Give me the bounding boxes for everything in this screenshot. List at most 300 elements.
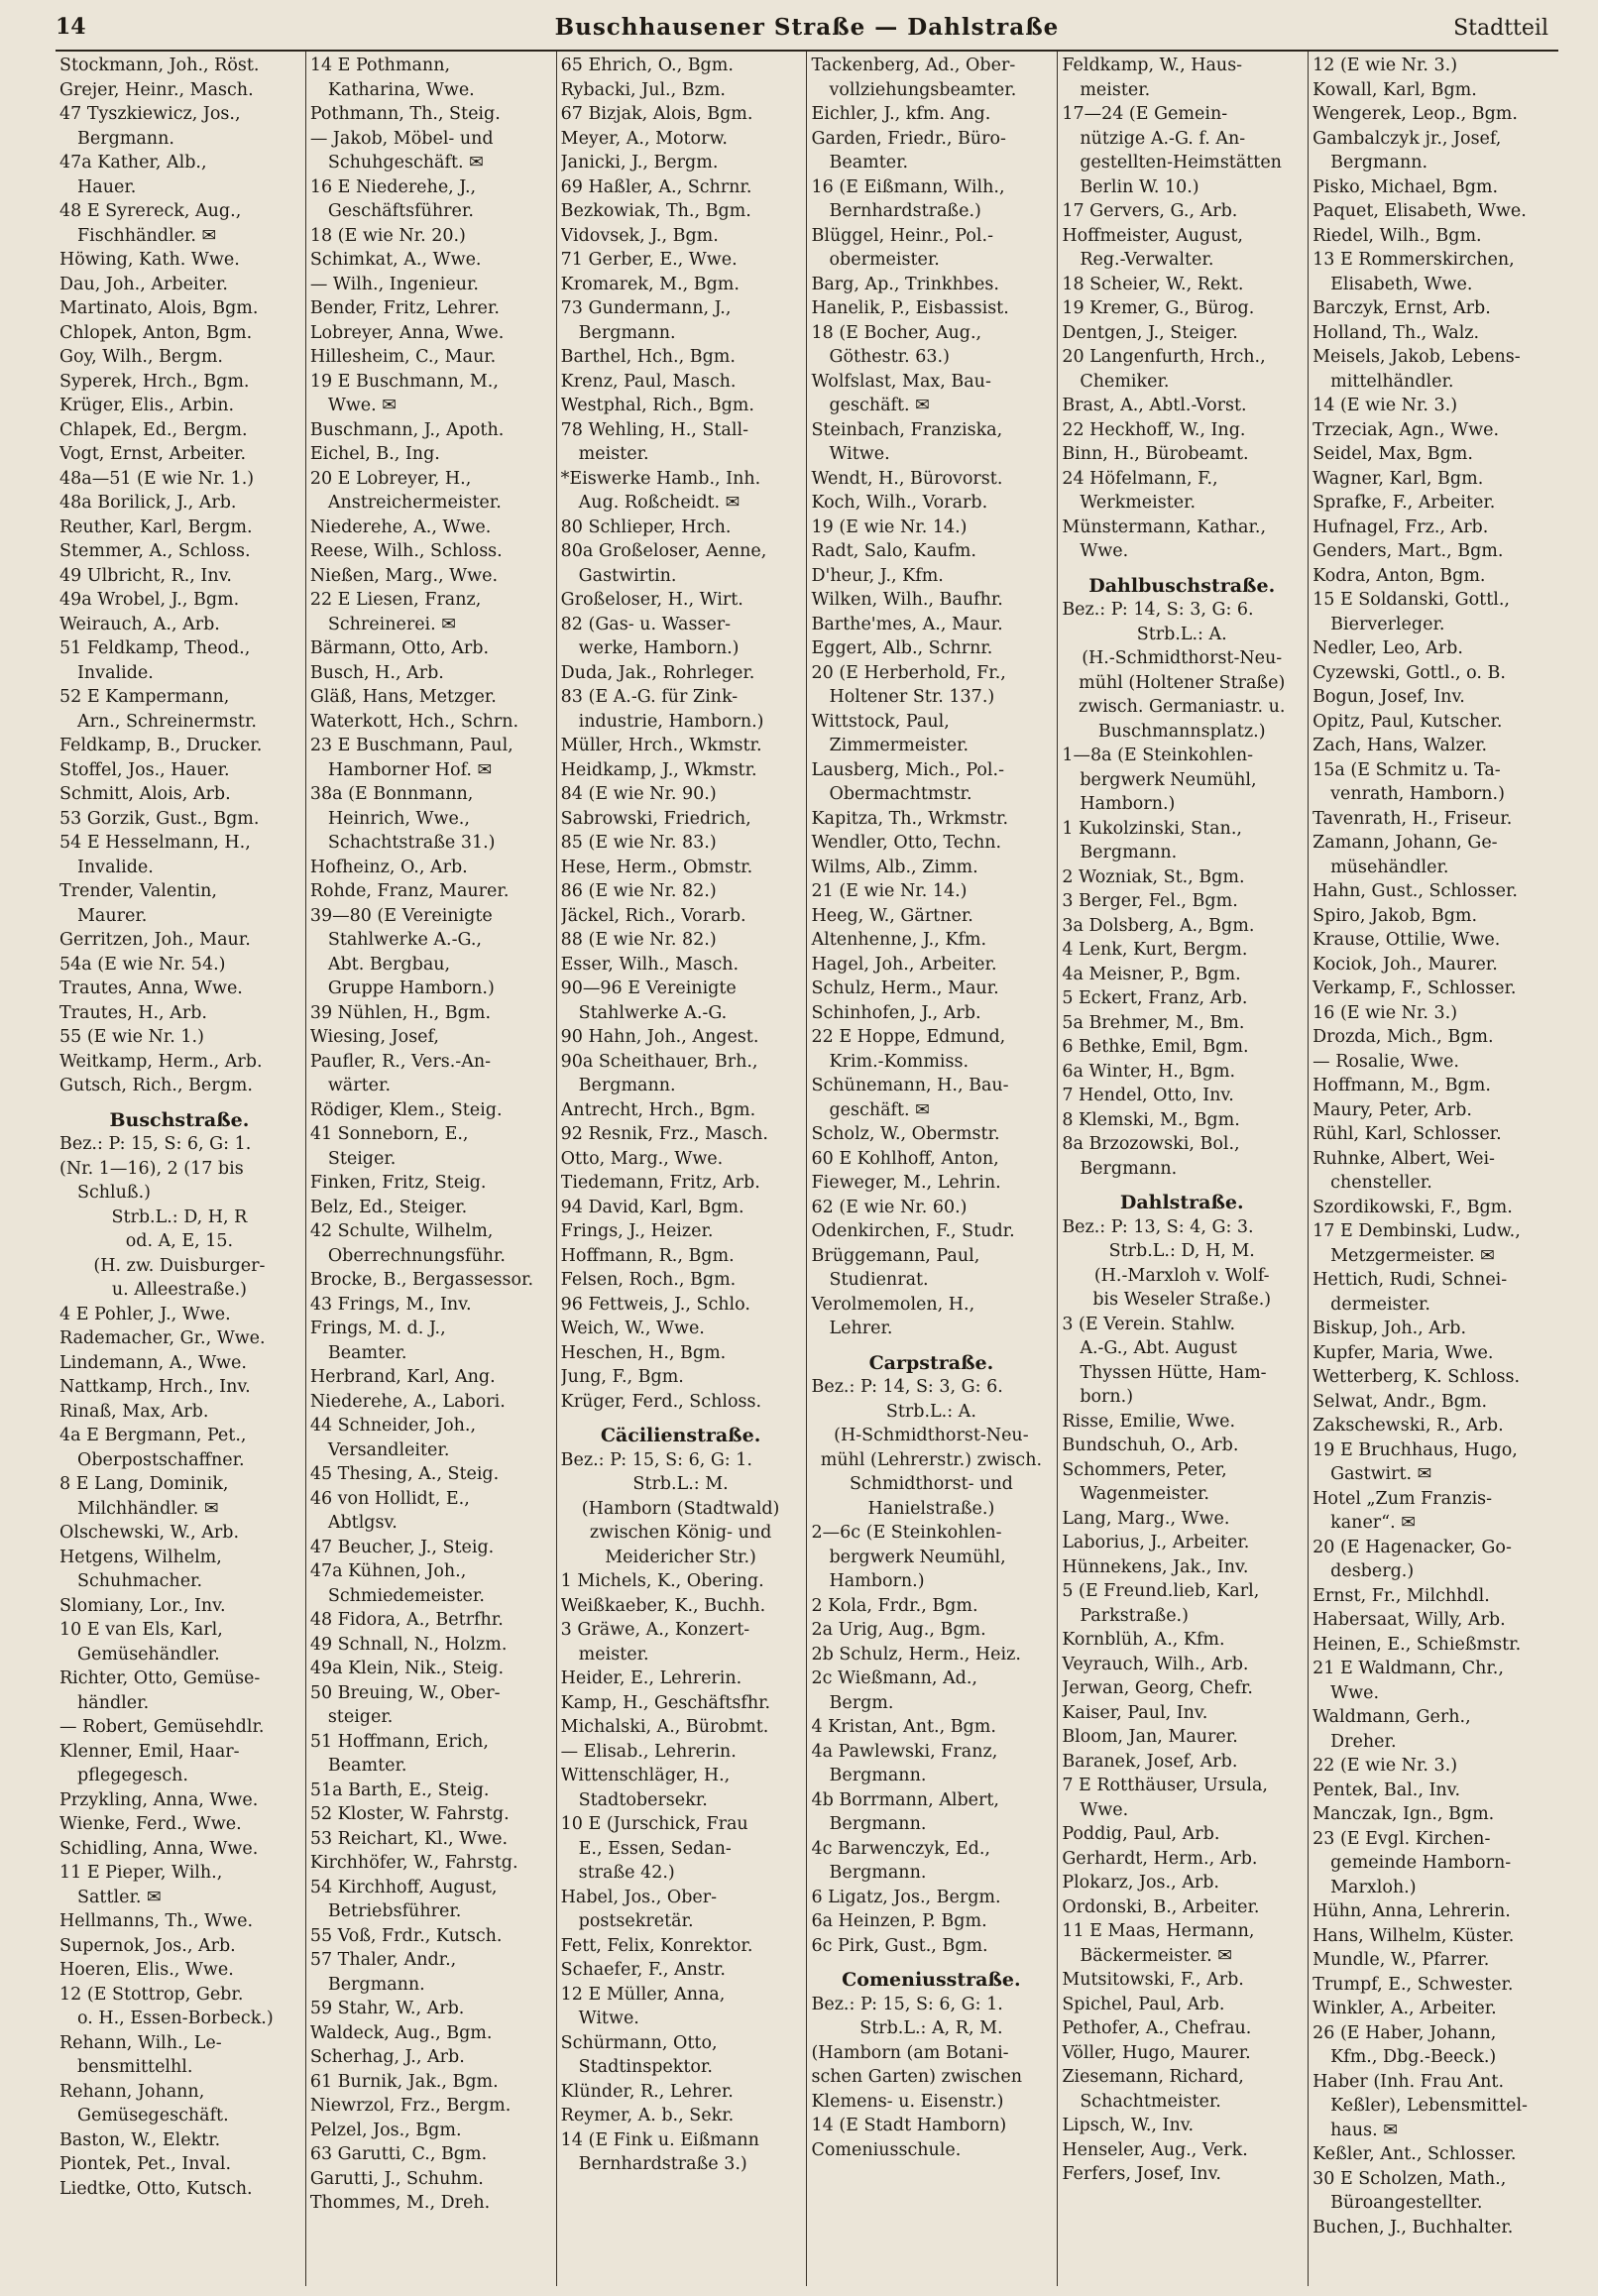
- directory-entry: 62 (E wie Nr. 60.): [811, 1197, 968, 1217]
- directory-entry: 39—80 (E Vereinigte: [309, 905, 493, 926]
- directory-entry: 54 Kirchhoff, August,: [309, 1877, 498, 1897]
- directory-entry: Trautes, Anna, Wwe.: [59, 978, 243, 998]
- directory-entry: Zimmermeister.: [829, 736, 970, 755]
- directory-entry: Stemmer, A., Schloss.: [59, 541, 251, 561]
- directory-entry: Plokarz, Jos., Arb.: [1062, 1873, 1219, 1893]
- directory-entry: 4a Meisner, P., Bgm.: [1062, 964, 1241, 984]
- directory-entry: Przykling, Anna, Wwe.: [59, 1789, 259, 1810]
- directory-entry: Bezkowiak, Th., Bgm.: [560, 201, 751, 221]
- directory-entry: Nedler, Leo, Arb.: [1313, 638, 1463, 658]
- directory-entry: 94 David, Karl, Bgm.: [560, 1197, 744, 1217]
- directory-entry: Hillesheim, C., Maur.: [309, 347, 497, 367]
- directory-entry: Hotel „Zum Franzis-: [1313, 1488, 1493, 1509]
- directory-entry: 6a Heinzen, P. Bgm.: [811, 1911, 987, 1931]
- directory-entry: 24 Höfelmann, F.,: [1062, 468, 1218, 489]
- directory-entry: Schmidthorst- und: [849, 1474, 1013, 1494]
- directory-entry: Barczyk, Ernst, Arb.: [1313, 298, 1491, 318]
- directory-entry: nützige A.-G. f. An-: [1080, 128, 1246, 149]
- directory-entry: 21 (E wie Nr. 14.): [811, 881, 968, 901]
- directory-entry: Hanelik, P., Eisbassist.: [811, 298, 1009, 318]
- directory-entry: Bundschuh, O., Arb.: [1062, 1435, 1239, 1455]
- directory-entry: Nießen, Marg., Wwe.: [309, 565, 499, 586]
- directory-entry: Olschewski, W., Arb.: [59, 1523, 240, 1543]
- page-title: Buschhausener Straße — Dahlstraße: [554, 14, 1060, 41]
- directory-entry: Kapitza, Th., Wrkmstr.: [811, 808, 1009, 829]
- directory-entry: Finken, Fritz, Steig.: [309, 1173, 487, 1193]
- directory-entry: zwischen König- und: [589, 1523, 772, 1543]
- directory-entry: Lang, Marg., Wwe.: [1062, 1508, 1230, 1529]
- directory-entry: Buchen, J., Buchhalter.: [1313, 2217, 1514, 2238]
- directory-entry: 2a Urig, Aug., Bgm.: [811, 1620, 986, 1640]
- directory-entry: Schuhmacher.: [77, 1571, 203, 1591]
- directory-entry: Büroangestellter.: [1330, 2193, 1483, 2213]
- directory-entry: Laborius, J., Arbeiter.: [1062, 1533, 1250, 1552]
- directory-entry: Niederehe, A., Wwe.: [309, 517, 492, 537]
- directory-entry: Heschen, H., Bgm.: [560, 1342, 727, 1363]
- directory-entry: Trender, Valentin,: [59, 881, 217, 901]
- directory-entry: Stoffel, Jos., Hauer.: [59, 759, 230, 780]
- directory-entry: geschäft. ✉: [829, 396, 930, 415]
- directory-entry: 47 Beucher, J., Steig.: [309, 1537, 495, 1557]
- directory-entry: 6 Bethke, Emil, Bgm.: [1062, 1037, 1249, 1057]
- directory-entry: Hamborn.): [829, 1571, 925, 1591]
- directory-entry: Blüggel, Heinr., Pol.-: [811, 225, 993, 246]
- directory-entry: pflegegesch.: [77, 1766, 188, 1785]
- directory-entry: bergwerk Neumühl,: [1080, 769, 1257, 790]
- directory-entry: Bergmann.: [829, 1814, 927, 1834]
- directory-entry: 8 E Lang, Dominik,: [59, 1474, 229, 1494]
- directory-entry: Schaefer, F., Anstr.: [560, 1960, 726, 1980]
- directory-entry: Pothmann, Th., Steig.: [309, 104, 501, 124]
- directory-entry: Wolfslast, Max, Bau-: [811, 371, 991, 392]
- directory-entry: Wetterberg, K. Schloss.: [1313, 1367, 1521, 1387]
- directory-entry: — Wilh., Ingenieur.: [309, 274, 479, 294]
- directory-entry: Großeloser, H., Wirt.: [560, 590, 743, 610]
- directory-entry: Janicki, J., Bergm.: [560, 153, 719, 172]
- directory-entry: Schachtstraße 31.): [327, 833, 496, 853]
- directory-entry: Gastwirtin.: [578, 565, 677, 586]
- directory-entry: Mutsitowski, F., Arb.: [1062, 1970, 1244, 1990]
- directory-entry: Hühn, Anna, Lehrerin.: [1313, 1901, 1511, 1921]
- directory-entry: Goy, Wilh., Bergm.: [59, 347, 223, 367]
- directory-entry: 22 E Liesen, Franz,: [309, 590, 482, 610]
- column-3: [557, 52, 808, 2286]
- directory-entry: Steiger.: [327, 1148, 397, 1169]
- directory-entry: Wendt, H., Bürovorst.: [811, 468, 1003, 489]
- directory-entry: 12 (E Stottrop, Gebr.: [59, 1984, 244, 2005]
- directory-entry: Hofheinz, O., Arb.: [309, 857, 468, 877]
- directory-entry: Tiedemann, Fritz, Arb.: [560, 1173, 760, 1193]
- directory-entry: A.-G., Abt. August: [1080, 1338, 1237, 1358]
- directory-entry: Koch, Wilh., Vorarb.: [811, 493, 988, 513]
- directory-entry: 4b Borrmann, Albert,: [811, 1789, 999, 1810]
- directory-entry: mühl (Holtener Straße): [1079, 672, 1286, 693]
- directory-entry: Hoffmeister, August,: [1062, 225, 1243, 246]
- directory-entry: Piontek, Pet., Inval.: [59, 2154, 232, 2174]
- directory-entry: 14 (E wie Nr. 3.): [1313, 396, 1458, 415]
- directory-entry: Kaiser, Paul, Inv.: [1062, 1702, 1208, 1723]
- directory-entry: Habel, Jos., Ober-: [560, 1887, 718, 1907]
- directory-entry: 2 Wozniak, St., Bgm.: [1062, 866, 1245, 887]
- directory-entry: Werkmeister.: [1080, 493, 1197, 513]
- directory-entry: Weißkaeber, K., Buchh.: [560, 1595, 766, 1616]
- directory-entry: Schreinerei. ✉: [327, 614, 456, 634]
- directory-entry: Bez.: P: 13, S: 4, G: 3.: [1062, 1216, 1254, 1237]
- directory-entry: Jung, F., Bgm.: [560, 1367, 684, 1387]
- directory-entry: — Jakob, Möbel- und: [309, 128, 494, 149]
- directory-entry: Völler, Hugo, Maurer.: [1062, 2042, 1251, 2063]
- directory-entry: Vogt, Ernst, Arbeiter.: [59, 444, 247, 464]
- directory-entry: Esser, Wilh., Masch.: [560, 954, 740, 975]
- directory-entry: Wienke, Ferd., Wwe.: [59, 1814, 242, 1834]
- directory-entry: (H.-Marxloh v. Wolf-: [1093, 1265, 1270, 1286]
- directory-entry: Dau, Joh., Arbeiter.: [59, 274, 228, 294]
- directory-entry: 90 Hahn, Joh., Angest.: [560, 1027, 759, 1047]
- directory-entry: Rohde, Franz, Maurer.: [309, 881, 510, 901]
- directory-entry: Buschmannsplatz.): [1097, 721, 1266, 742]
- directory-entry: Hauer.: [77, 176, 137, 197]
- directory-entry: Fett, Felix, Konrektor.: [560, 1935, 753, 1956]
- directory-entry: Stadtobersekr.: [578, 1789, 708, 1810]
- directory-entry: Szordikowski, F., Bgm.: [1313, 1197, 1513, 1217]
- directory-entry: Martinato, Alois, Bgm.: [59, 298, 259, 318]
- directory-entry: vollziehungsbeamter.: [829, 79, 1017, 100]
- directory-entry: 90a Scheithauer, Brh.,: [560, 1051, 758, 1072]
- directory-entry: Strb.L.: A.: [885, 1401, 976, 1422]
- directory-entry: 88 (E wie Nr. 82.): [560, 930, 717, 950]
- directory-entry: Müller, Hrch., Wkmstr.: [560, 736, 762, 755]
- directory-entry: Barthe'mes, A., Maur.: [811, 614, 1003, 634]
- directory-entry: Jerwan, Georg, Chefr.: [1062, 1678, 1253, 1698]
- directory-entry: Maurer.: [77, 905, 148, 926]
- directory-entry: Schommers, Peter,: [1062, 1459, 1227, 1480]
- directory-entry: Meidericher Str.): [605, 1547, 756, 1567]
- directory-entry: Gastwirt. ✉: [1330, 1464, 1432, 1484]
- directory-entry: 54a (E wie Nr. 54.): [59, 954, 226, 975]
- directory-entry: 52 E Kampermann,: [59, 687, 230, 707]
- directory-entry: 85 (E wie Nr. 83.): [560, 833, 717, 853]
- directory-entry: Brast, A., Abtl.-Vorst.: [1062, 396, 1247, 415]
- directory-entry: 12 E Müller, Anna,: [560, 1984, 726, 2005]
- directory-entry: 67 Bizjak, Alois, Bgm.: [560, 104, 753, 124]
- column-1: [56, 52, 306, 2286]
- directory-entry: 7 Hendel, Otto, Inv.: [1062, 1086, 1234, 1105]
- directory-entry: Veyrauch, Wilh., Arb.: [1062, 1654, 1249, 1674]
- directory-entry: Steinbach, Franziska,: [811, 419, 1003, 440]
- directory-entry: obermeister.: [829, 250, 940, 270]
- directory-entry: Risse, Emilie, Wwe.: [1062, 1411, 1236, 1432]
- directory-entry: Ordonski, B., Arbeiter.: [1062, 1896, 1260, 1917]
- directory-entry: — Elisab., Lehrerin.: [560, 1741, 737, 1762]
- directory-entry: 96 Fettweis, J., Schlo.: [560, 1294, 750, 1315]
- directory-entry: Invalide.: [77, 857, 154, 877]
- directory-entry: Bloom, Jan, Maurer.: [1062, 1727, 1238, 1747]
- directory-entry: Wwe.: [1080, 1799, 1129, 1820]
- directory-entry: Heidkamp, J., Wkmstr.: [560, 759, 757, 780]
- directory-entry: Vidovsek, J., Bgm.: [560, 225, 719, 246]
- directory-entry: 71 Gerber, E., Wwe.: [560, 250, 738, 270]
- directory-entry: 19 E Bruchhaus, Hugo,: [1313, 1439, 1518, 1460]
- directory-entry: Höwing, Kath. Wwe.: [59, 250, 240, 270]
- directory-entry: Rinaß, Max, Arb.: [59, 1401, 209, 1422]
- directory-entry: 90—96 E Vereinigte: [560, 978, 737, 998]
- directory-entry: Sabrowski, Friedrich,: [560, 808, 751, 829]
- directory-entry: 51 Feldkamp, Theod.,: [59, 638, 251, 658]
- directory-entry: Hese, Herm., Obmstr.: [560, 857, 753, 877]
- directory-entry: u. Alleestraße.): [111, 1280, 248, 1300]
- directory-entry: Rybacki, Jul., Bzm.: [560, 79, 726, 100]
- directory-entry: 14 E Pothmann,: [309, 56, 451, 75]
- column-2: [306, 52, 557, 2286]
- directory-entry: Wittstock, Paul,: [811, 711, 950, 732]
- directory-entry: Tackenberg, Ad., Ober-: [811, 56, 1016, 75]
- directory-entry: Zach, Hans, Walzer.: [1313, 736, 1488, 755]
- directory-entry: 48 E Syrereck, Aug.,: [59, 201, 242, 221]
- directory-entry: 17 E Dembinski, Ludw.,: [1313, 1221, 1521, 1241]
- directory-entry: Rehann, Johann,: [59, 2081, 205, 2102]
- directory-entry: 5 Eckert, Franz, Arb.: [1062, 988, 1248, 1008]
- directory-entry: 49a Wrobel, J., Bgm.: [59, 590, 240, 610]
- directory-entry: Hoffmann, M., Bgm.: [1313, 1076, 1491, 1095]
- directory-entry: Paquet, Elisabeth, Wwe.: [1313, 201, 1527, 221]
- directory-entry: Schmitt, Alois, Arb.: [59, 784, 231, 804]
- directory-entry: 78 Wehling, H., Stall-: [560, 419, 748, 440]
- directory-entry: Bergmann.: [1080, 1158, 1178, 1179]
- directory-entry: 59 Stahr, W., Arb.: [309, 1999, 465, 2018]
- directory-entry: Gutsch, Rich., Bergm.: [59, 1076, 253, 1095]
- directory-entry: 47a Kühnen, Joh.,: [309, 1561, 467, 1581]
- directory-entry: Abtlgsv.: [327, 1513, 398, 1533]
- directory-entry: Stadtinspektor.: [578, 2057, 713, 2077]
- directory-entry: Hagel, Joh., Arbeiter.: [811, 954, 997, 975]
- directory-entry: Studienrat.: [829, 1270, 929, 1290]
- directory-entry: Meyer, A., Motorw.: [560, 128, 728, 149]
- directory-entry: kaner“. ✉: [1330, 1513, 1416, 1533]
- directory-entry: Schidling, Anna, Wwe.: [59, 1838, 259, 1859]
- column-5: [1058, 52, 1309, 2286]
- directory-entry: Chlopek, Anton, Bgm.: [59, 322, 253, 343]
- directory-entry: D'heur, J., Kfm.: [811, 565, 944, 586]
- directory-entry: Bez.: P: 15, S: 6, G: 1.: [560, 1449, 752, 1470]
- directory-entry: Krenz, Paul, Masch.: [560, 371, 737, 392]
- directory-entry: Pelzel, Jos., Bgm.: [309, 2120, 462, 2140]
- directory-entry: Obermachtmstr.: [829, 784, 972, 804]
- directory-entry: 5a Brehmer, M., Bm.: [1062, 1012, 1245, 1033]
- directory-entry: (H-Schmidthorst-Neu-: [834, 1426, 1029, 1445]
- directory-entry: 5 (E Freund.lieb, Karl,: [1062, 1581, 1260, 1601]
- directory-entry: Opitz, Paul, Kutscher.: [1313, 711, 1503, 732]
- directory-entry: 80a Großeloser, Aenne,: [560, 541, 767, 561]
- directory-entry: Westphal, Rich., Bgm.: [560, 396, 754, 415]
- directory-entry: Spiro, Jakob, Bgm.: [1313, 905, 1478, 926]
- directory-entry: 61 Burnik, Jak., Bgm.: [309, 2071, 499, 2092]
- directory-entry: postsekretär.: [578, 1911, 694, 1931]
- directory-entry: 15a (E Schmitz u. Ta-: [1313, 759, 1501, 780]
- directory-entry: 39 Nühlen, H., Bgm.: [309, 1002, 492, 1023]
- directory-entry: 80 Schlieper, Hrch.: [560, 517, 732, 537]
- directory-entry: Hamborner Hof. ✉: [327, 759, 493, 780]
- directory-entry: Bergmann.: [829, 1863, 927, 1883]
- directory-entry: Verkamp, F., Schlosser.: [1313, 978, 1517, 998]
- directory-entry: 2b Schulz, Herm., Heiz.: [811, 1644, 1021, 1665]
- directory-entry: Klenner, Emil, Haar-: [59, 1741, 240, 1762]
- directory-entry: Lehrer.: [829, 1319, 893, 1338]
- directory-entry: Bärmann, Otto, Arb.: [309, 638, 490, 658]
- directory-entry: Wwe.: [1330, 1682, 1380, 1703]
- directory-entry: 51 Hoffmann, Erich,: [309, 1731, 489, 1752]
- directory-entry: 4a Pawlewski, Franz,: [811, 1741, 998, 1762]
- directory-entry: 22 E Hoppe, Edmund,: [811, 1027, 1006, 1047]
- directory-entry: Brocke, B., Bergassessor.: [309, 1270, 534, 1290]
- directory-entry: Scholz, W., Obermstr.: [811, 1124, 1000, 1144]
- directory-entry: Nattkamp, Hrch., Inv.: [59, 1377, 251, 1397]
- directory-entry: Binn, H., Bürobeamt.: [1062, 444, 1249, 464]
- directory-entry: Sprafke, F., Arbeiter.: [1313, 493, 1496, 513]
- directory-entry: Odenkirchen, F., Studr.: [811, 1221, 1015, 1241]
- directory-entry: 44 Schneider, Joh.,: [309, 1416, 477, 1435]
- directory-entry: Bender, Fritz, Lehrer.: [309, 298, 500, 318]
- directory-entry: müsehändler.: [1330, 857, 1449, 877]
- directory-entry: Wilms, Alb., Zimm.: [811, 857, 978, 877]
- directory-entry: Sattler. ✉: [77, 1887, 162, 1907]
- directory-entry: Hellmanns, Th., Wwe.: [59, 1911, 254, 1931]
- directory-entry: Liedtke, Otto, Kutsch.: [59, 2178, 253, 2199]
- directory-entry: Barg, Ap., Trinkhbes.: [811, 274, 999, 294]
- directory-entry: wärter.: [327, 1076, 392, 1095]
- directory-entry: 19 Kremer, G., Bürog.: [1062, 298, 1255, 318]
- directory-entry: 2 Kola, Frdr., Bgm.: [811, 1595, 978, 1616]
- directory-entry: Chemiker.: [1080, 371, 1170, 392]
- directory-entry: 1 Michels, K., Obering.: [560, 1571, 764, 1591]
- directory-entry: Witwe.: [578, 2009, 639, 2028]
- directory-entry: Reg.-Verwalter.: [1080, 250, 1214, 270]
- directory-entry: Schürmann, Otto,: [560, 2032, 718, 2053]
- directory-entry: meister.: [1080, 79, 1151, 100]
- directory-entry: 4 E Pohler, J., Wwe.: [59, 1304, 231, 1324]
- directory-entry: 1 Kukolzinski, Stan.,: [1062, 818, 1242, 839]
- directory-entry: Waterkott, Hch., Schrn.: [309, 711, 519, 732]
- directory-entry: Keßler, Ant., Schlosser.: [1313, 2144, 1517, 2164]
- directory-entry: bis Weseler Straße.): [1092, 1290, 1272, 1310]
- directory-entry: Gerritzen, Joh., Maur.: [59, 930, 251, 950]
- directory-entry: 50 Breuing, W., Ober-: [309, 1682, 501, 1703]
- directory-entry: Bergmann.: [829, 1766, 927, 1785]
- directory-entry: Kfm., Dbg.-Beeck.): [1330, 2047, 1497, 2067]
- directory-entry: Schulz, Herm., Maur.: [811, 978, 999, 998]
- directory-entry: Weich, W., Wwe.: [560, 1319, 705, 1338]
- directory-entry: Fieweger, M., Lehrin.: [811, 1173, 1001, 1193]
- directory-entry: 65 Ehrich, O., Bgm.: [560, 56, 734, 75]
- directory-entry: Radt, Salo, Kaufm.: [811, 541, 976, 561]
- directory-entry: Versandleiter.: [327, 1439, 450, 1460]
- directory-entry: Strb.L.: A.: [1136, 624, 1227, 644]
- directory-entry: Grejer, Heinr., Masch.: [59, 79, 254, 100]
- directory-entry: Lausberg, Mich., Pol.-: [811, 759, 1004, 780]
- directory-entry: 11 E Pieper, Wilh.,: [59, 1863, 223, 1883]
- directory-entry: — Robert, Gemüsehdlr.: [59, 1717, 265, 1737]
- directory-entry: Gruppe Hamborn.): [327, 978, 495, 998]
- directory-entry: händler.: [77, 1692, 150, 1713]
- directory-entry: od. A, E, 15.: [125, 1231, 234, 1251]
- directory-entry: 86 (E wie Nr. 82.): [560, 881, 717, 901]
- directory-entry: Gerhardt, Herm., Arb.: [1062, 1848, 1258, 1869]
- directory-entry: 54 E Hesselmann, H.,: [59, 833, 251, 853]
- directory-entry: Poddig, Paul, Arb.: [1062, 1824, 1220, 1844]
- directory-entry: 43 Frings, M., Inv.: [309, 1294, 472, 1315]
- directory-entry: 6c Pirk, Gust., Bgm.: [811, 1935, 988, 1956]
- directory-entry: Weirauch, A., Arb.: [59, 614, 220, 634]
- directory-entry: Katharina, Wwe.: [327, 79, 475, 100]
- directory-entry: Metzgermeister. ✉: [1330, 1245, 1495, 1266]
- directory-entry: Frings, J., Heizer.: [560, 1221, 714, 1241]
- directory-entry: Winkler, A., Arbeiter.: [1313, 1999, 1497, 2018]
- directory-entry: Ruhnke, Albert, Wei-: [1313, 1148, 1495, 1169]
- directory-entry: Gemüsehändler.: [77, 1644, 220, 1665]
- directory-entry: Invalide.: [77, 662, 154, 683]
- directory-entry: Anstreichermeister.: [327, 493, 502, 513]
- directory-entry: Trumpf, E., Schwester.: [1313, 1974, 1514, 1995]
- directory-entry: Bierverleger.: [1330, 614, 1445, 634]
- directory-entry: Zakschewski, R., Arb.: [1313, 1416, 1504, 1435]
- directory-entry: Pentek, Bal., Inv.: [1313, 1779, 1461, 1800]
- directory-entry: Wilken, Wilh., Baufhr.: [811, 590, 1003, 610]
- directory-entry: Eichel, B., Ing.: [309, 444, 440, 464]
- directory-entry: 49 Schnall, N., Holzm.: [309, 1634, 508, 1655]
- directory-entry: Garutti, J., Schuhm.: [309, 2168, 484, 2189]
- directory-entry: Rühl, Karl, Schlosser.: [1313, 1124, 1502, 1144]
- directory-entry: Krim.-Kommiss.: [829, 1051, 970, 1072]
- directory-entry: Weitkamp, Herm., Arb.: [59, 1051, 263, 1072]
- directory-entry: 82 (Gas- u. Wasser-: [560, 614, 732, 634]
- directory-entry: 20 (E Hagenacker, Go-: [1313, 1537, 1512, 1557]
- directory-entry: Schimkat, A., Wwe.: [309, 250, 482, 270]
- directory-entry: Wwe. ✉: [327, 396, 397, 415]
- directory-entry: 10 E van Els, Karl,: [59, 1620, 223, 1640]
- directory-entry: Hufnagel, Frz., Arb.: [1313, 517, 1489, 537]
- directory-entry: 19 (E wie Nr. 14.): [811, 517, 968, 537]
- directory-entry: bergwerk Neumühl,: [829, 1547, 1006, 1567]
- directory-entry: 20 E Lobreyer, H.,: [309, 468, 472, 489]
- directory-entry: Kociok, Joh., Maurer.: [1313, 954, 1498, 975]
- directory-entry: Reese, Wilh., Schloss.: [309, 541, 503, 561]
- directory-entry: 16 E Niederehe, J.,: [309, 176, 477, 197]
- directory-entry: Niederehe, A., Labori.: [309, 1391, 506, 1412]
- directory-entry: Hoeren, Elis., Wwe.: [59, 1960, 234, 1980]
- directory-entry: 18 Scheier, W., Rekt.: [1062, 274, 1244, 294]
- directory-entry: Stockmann, Joh., Röst.: [59, 56, 260, 75]
- directory-entry: Bez.: P: 15, S: 6, G: 1.: [59, 1134, 252, 1154]
- directory-entry: 38a (E Bonnmann,: [309, 784, 474, 804]
- directory-entry: 52 Kloster, W. Fahrstg.: [309, 1804, 510, 1824]
- directory-entry: Frings, M. d. J.,: [309, 1319, 446, 1338]
- directory-entry: (Hamborn (Stadtwald): [581, 1498, 780, 1519]
- directory-entry: Kowall, Karl, Bgm.: [1313, 79, 1477, 100]
- directory-entry: Fischhändler. ✉: [77, 225, 217, 246]
- directory-entry: Schinhofen, J., Arb.: [811, 1002, 981, 1023]
- street-heading: Buschstraße.: [109, 1108, 250, 1131]
- directory-entry: Bez.: P: 14, S: 3, G: 6.: [1062, 600, 1254, 620]
- directory-entry: Richter, Otto, Gemüse-: [59, 1668, 261, 1688]
- directory-entry: Tavenrath, H., Friseur.: [1313, 808, 1513, 829]
- directory-entry: Wengerek, Leop., Bgm.: [1313, 104, 1518, 124]
- directory-entry: Genders, Mart., Bgm.: [1313, 541, 1504, 561]
- directory-entry: Hamborn.): [1080, 794, 1176, 814]
- directory-entry: Ziesemann, Richard,: [1062, 2067, 1244, 2087]
- directory-entry: 17 Gervers, G., Arb.: [1062, 201, 1238, 221]
- district-label: Stadtteil: [1453, 16, 1548, 41]
- directory-entry: 41 Sonneborn, E.,: [309, 1124, 469, 1144]
- directory-entry: 6a Winter, H., Bgm.: [1062, 1061, 1236, 1082]
